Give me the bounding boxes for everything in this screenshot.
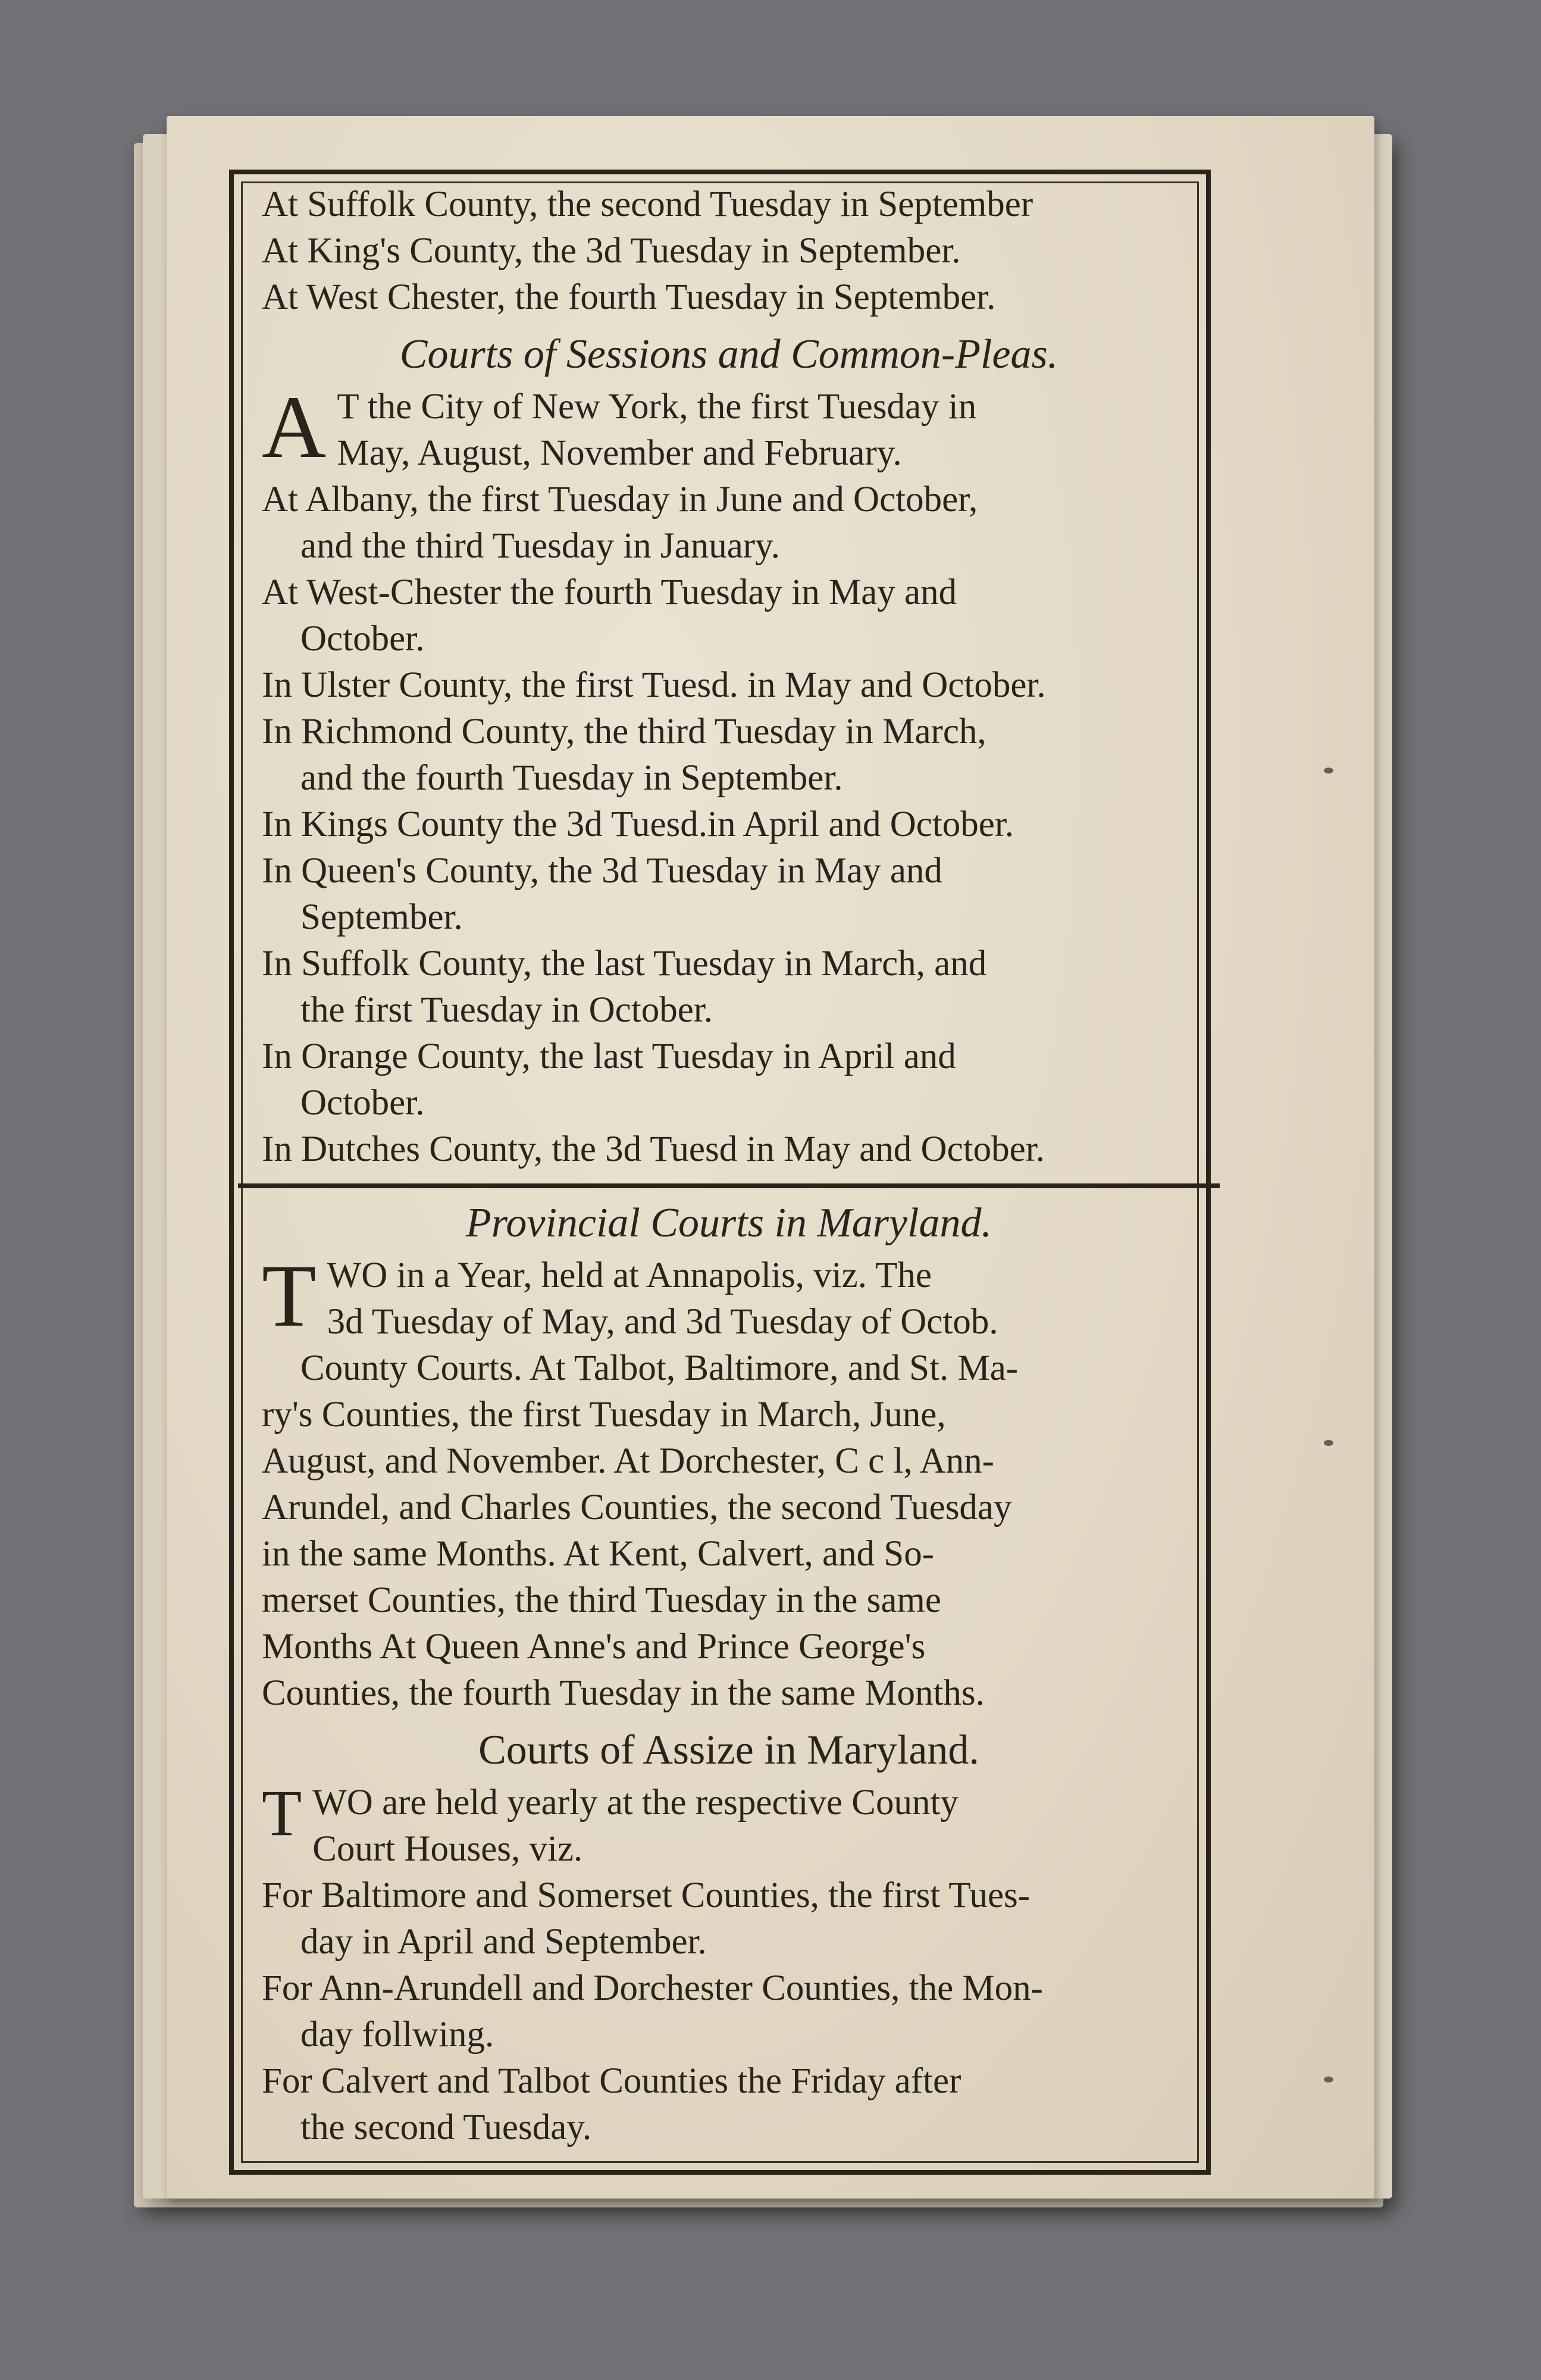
sessions-line: At West-Chester the fourth Tuesday in May and xyxy=(262,572,957,612)
provincial-line: County Courts. At Talbot, Baltimore, and St. Ma- xyxy=(300,1348,1019,1388)
dropcap: T xyxy=(262,1777,302,1849)
provincial-line: WO in a Year, held at Annapolis, viz. The xyxy=(327,1255,932,1295)
dropcap: A xyxy=(262,378,327,477)
assize-line: WO are held yearly at the respective County xyxy=(312,1783,959,1822)
sessions-line: and the fourth Tuesday in September. xyxy=(300,758,843,798)
provincial-line: August, and November. At Dorchester, C c l, Ann- xyxy=(262,1441,994,1481)
binding-hole xyxy=(1324,2077,1333,2082)
assize-entry xyxy=(262,2058,1196,2151)
provincial-line: Arundel, and Charles Counties, the second Tuesday xyxy=(262,1488,1012,1527)
sessions-line: and the third Tuesday in January. xyxy=(300,526,780,566)
assize-line: the second Tuesday. xyxy=(300,2107,592,2147)
sessions-entry xyxy=(262,662,1196,709)
sessions-entry xyxy=(262,801,1196,848)
sessions-entry xyxy=(262,941,1196,1034)
assizes-line: At King's County, the 3d Tuesday in September. xyxy=(262,231,961,271)
assize-line: For Baltimore and Somerset Counties, the first Tues- xyxy=(262,1875,1031,1915)
sessions-line: T the City of New York, the first Tuesday in xyxy=(337,387,977,427)
binding-hole xyxy=(1324,768,1333,774)
sessions-line: In Kings County the 3d Tuesd.in April and October. xyxy=(262,804,1014,844)
provincial-line: ry's Counties, the first Tuesday in March, June, xyxy=(262,1395,946,1435)
sessions-line: October. xyxy=(300,619,425,659)
sessions-entry xyxy=(262,1126,1196,1173)
sessions-entry xyxy=(262,848,1196,941)
assizes-line: At West Chester, the fourth Tuesday in September. xyxy=(262,277,996,317)
sessions-entry xyxy=(262,477,1196,569)
provincial-line: 3d Tuesday of May, and 3d Tuesday of Octob. xyxy=(327,1302,998,1342)
provincial-line: Months At Queen Anne's and Prince George's xyxy=(262,1627,926,1667)
sessions-line: At Albany, the first Tuesday in June and October, xyxy=(262,480,978,519)
assize-entry xyxy=(262,1965,1196,2058)
section-divider xyxy=(238,1183,1220,1188)
assize-entry xyxy=(262,1872,1196,1965)
assize-line: day follwing. xyxy=(300,2015,494,2055)
page-text xyxy=(262,181,1196,2151)
assize-intro xyxy=(262,1777,1196,1872)
sessions-line: October. xyxy=(300,1083,425,1123)
assize-line: day in April and September. xyxy=(300,1922,707,1962)
sessions-line: In Ulster County, the first Tuesd. in May and October. xyxy=(262,665,1046,705)
assize-heading: Courts of Assize in Maryland. xyxy=(478,1727,979,1773)
assize-line: For Calvert and Talbot Counties the Friday after xyxy=(262,2061,961,2101)
assize-line: For Ann-Arundell and Dorchester Counties, the Mon- xyxy=(262,1968,1043,2008)
sessions-entry xyxy=(262,709,1196,801)
assize-line: Court Houses, viz. xyxy=(312,1829,583,1869)
sessions-line: May, August, November and February. xyxy=(337,433,902,473)
sessions-first-entry xyxy=(262,378,1196,477)
dropcap: T xyxy=(262,1247,317,1345)
sessions-line: the first Tuesday in October. xyxy=(300,990,713,1030)
provincial-heading: Provincial Courts in Maryland. xyxy=(465,1200,992,1246)
provincial-line: Counties, the fourth Tuesday in the same Months. xyxy=(262,1673,985,1713)
sessions-entry xyxy=(262,1034,1196,1126)
sessions-line: September. xyxy=(300,897,463,937)
binding-hole xyxy=(1324,1440,1333,1446)
sessions-line: In Queen's County, the 3d Tuesday in May and xyxy=(262,851,942,891)
sessions-entry xyxy=(262,569,1196,662)
sessions-line: In Richmond County, the third Tuesday in March, xyxy=(262,712,986,751)
provincial-line: in the same Months. At Kent, Calvert, and So- xyxy=(262,1534,935,1574)
sessions-line: In Dutches County, the 3d Tuesd in May and October. xyxy=(262,1129,1045,1169)
sessions-heading: Courts of Sessions and Common-Pleas. xyxy=(399,331,1058,377)
assizes-line: At Suffolk County, the second Tuesday in September xyxy=(262,184,1033,224)
sessions-line: In Orange County, the last Tuesday in April and xyxy=(262,1036,956,1076)
provincial-line: merset Counties, the third Tuesday in the same xyxy=(262,1580,941,1620)
provincial-intro xyxy=(262,1247,1196,1345)
sessions-line: In Suffolk County, the last Tuesday in March, and xyxy=(262,944,987,984)
